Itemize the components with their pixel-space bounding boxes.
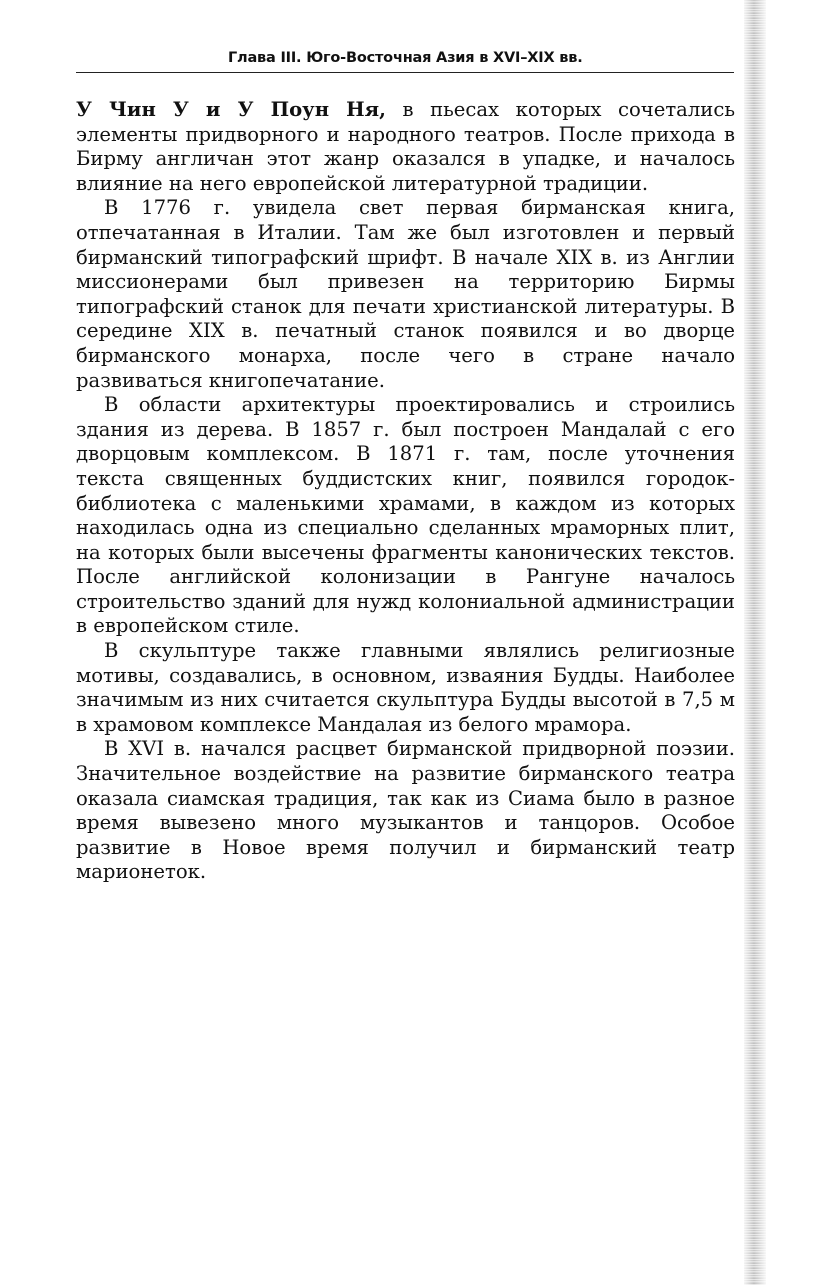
- running-head: Глава III. Юго-Восточная Азия в XVI–XIX вв.: [228, 50, 583, 66]
- paragraph-1-text: в пьесах которых сочетались элементы придворного и народного театров. После прихода в Бирму англичан этот жанр оказался в упадке, и началось влияние на него европейской литературной традиции.: [76, 98, 735, 195]
- body-text: [76, 98, 735, 885]
- paragraph-3: В области архитектуры проектировались и строились здания из дерева. В 1857 г. был построен Мандалай с его дворцовым комплексом. В 1871 г. там, после уточнения текста священных буддистских книг, появился городок-библиотека с маленькими храмами, в каждом из которых находилась одна из специально сделанных мраморных плит, на которых были высечены фрагменты канонических текстов. После английской колонизации в Рангуне началось строительство зданий для нужд колониальной администрации в европейском стиле.: [76, 393, 735, 638]
- paragraph-1-bold-names: У Чин У и У Поун Ня,: [76, 98, 386, 121]
- scan-edge-shadow: [744, 0, 766, 1285]
- paragraph-2: В 1776 г. увидела свет первая бирманская книга, отпечатанная в Италии. Там же был изготовлен и первый бирманский типографский шрифт. В начале XIX в. из Англии миссионерами был привезен на территорию Бирмы типографский станок для печати христианской литературы. В середине XIX в. печатный станок появился и во дворце бирманского монарха, после чего в стране начало развиваться книгопечатание.: [76, 196, 735, 392]
- paragraph-4: В скульптуре также главными являлись религиозные мотивы, создавались, в основном, изваяния Будды. Наиболее значимым из них считается скульптура Будды высотой в 7,5 м в храмовом комплексе Мандалая из белого мрамора.: [76, 639, 735, 736]
- paragraph-5: В XVI в. начался расцвет бирманской придворной поэзии. Значительное воздействие на развитие бирманского театра оказала сиамская традиция, так как из Сиама было в разное время вывезено много музыкантов и танцоров. Особое развитие в Новое время получил и бирманский театр марионеток.: [76, 737, 735, 884]
- header-rule: [76, 72, 734, 73]
- paragraph-1: [76, 98, 735, 196]
